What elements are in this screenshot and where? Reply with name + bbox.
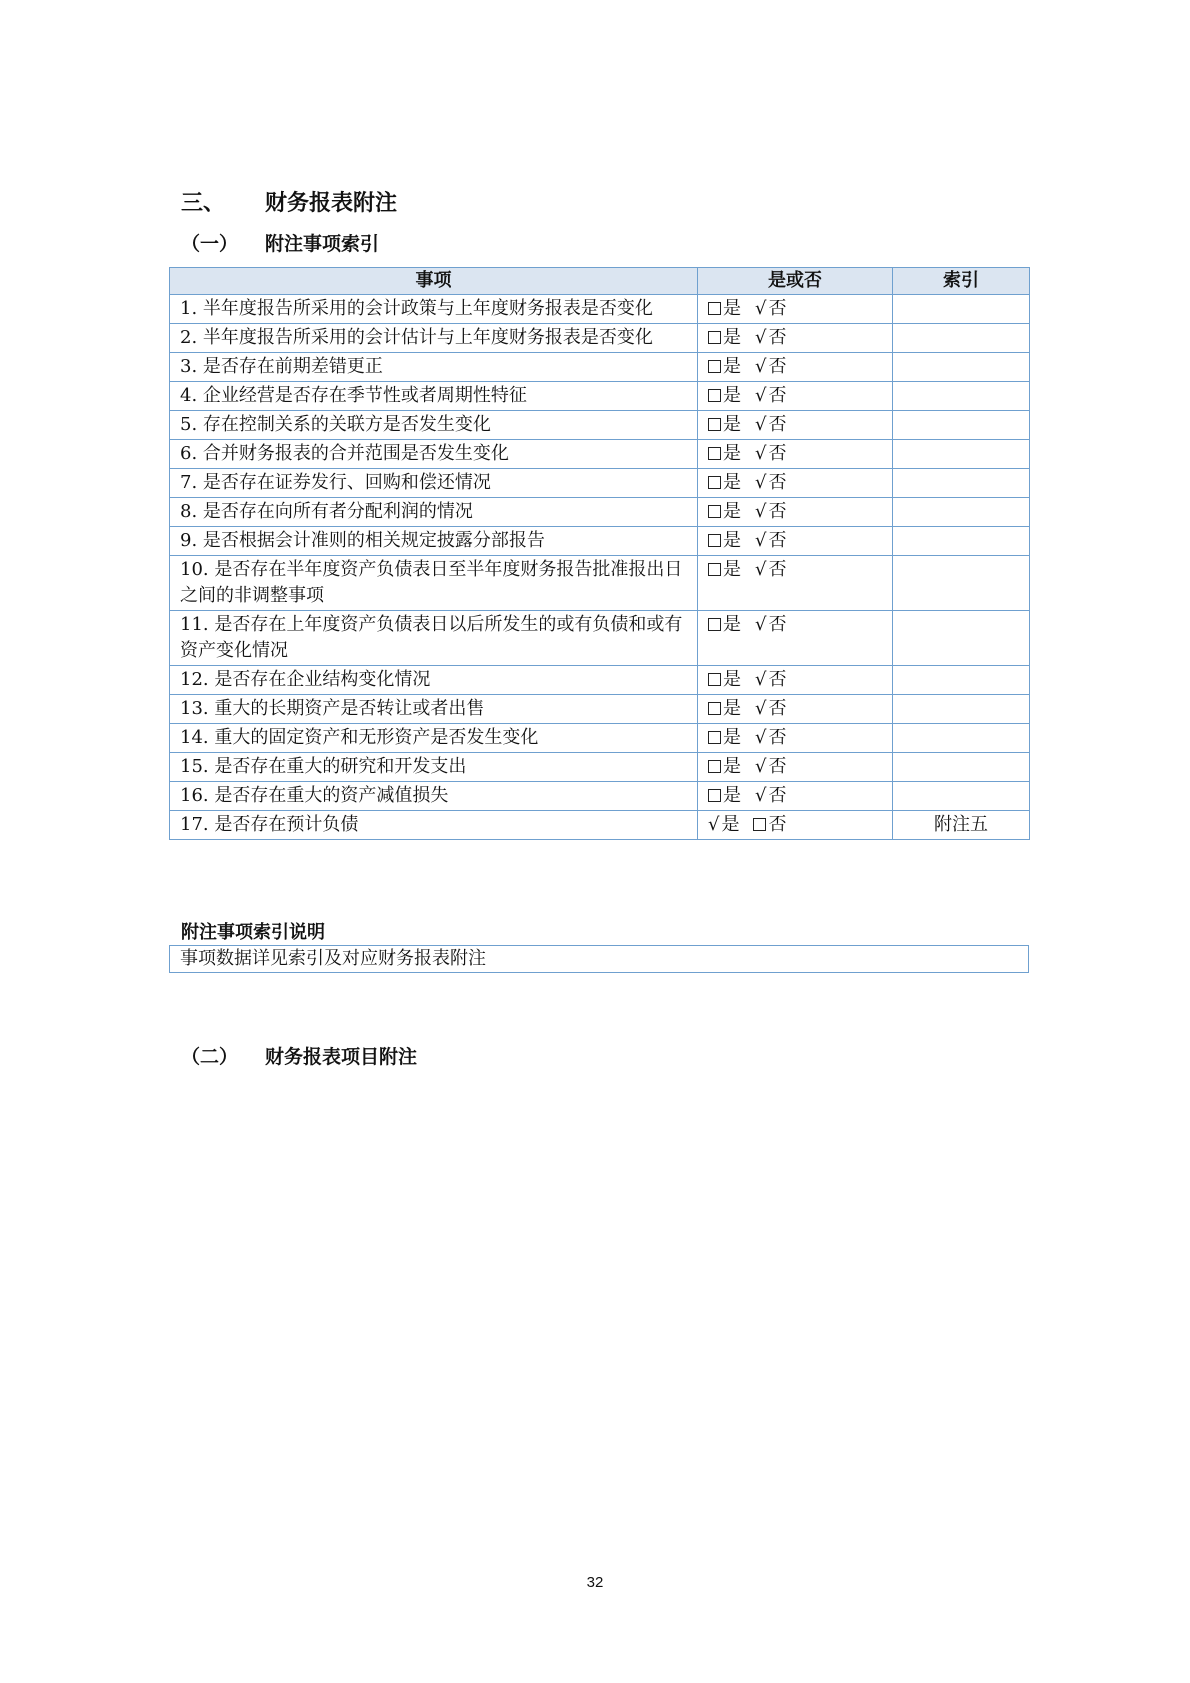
no-label: 否: [768, 385, 787, 406]
check-mark-icon: √: [755, 443, 767, 464]
empty-checkbox-icon: [708, 618, 721, 631]
empty-checkbox-icon: [708, 702, 721, 715]
row-index: 附注五: [893, 811, 1030, 840]
empty-checkbox-icon: [708, 331, 721, 344]
row-index: [893, 324, 1030, 353]
empty-checkbox-icon: [708, 476, 721, 489]
note-box: 事项数据详见索引及对应财务报表附注: [169, 945, 1029, 973]
notes-index-table: [169, 267, 1030, 840]
row-yes-no: [698, 382, 893, 411]
subsection-number: （二）: [181, 1046, 239, 1068]
row-index: [893, 782, 1030, 811]
empty-checkbox-icon: [708, 563, 721, 576]
table-header-row: [170, 268, 1030, 295]
check-mark-icon: √: [755, 530, 767, 551]
row-item-text: 17. 是否存在预计负债: [170, 811, 698, 840]
yes-label: 是: [723, 298, 741, 319]
row-index: [893, 295, 1030, 324]
row-item-text: 15. 是否存在重大的研究和开发支出: [170, 753, 698, 782]
no-label: 否: [768, 443, 787, 464]
header-index: 索引: [893, 268, 1030, 295]
row-index: [893, 527, 1030, 556]
row-item-text: 2. 半年度报告所采用的会计估计与上年度财务报表是否变化: [170, 324, 698, 353]
empty-checkbox-icon: [708, 447, 721, 460]
row-yes-no: [698, 527, 893, 556]
row-item-text: 4. 企业经营是否存在季节性或者周期性特征: [170, 382, 698, 411]
check-mark-icon: √: [708, 814, 720, 835]
row-index: [893, 611, 1030, 666]
table-row: [170, 411, 1030, 440]
row-yes-no: [698, 724, 893, 753]
empty-checkbox-icon: [708, 760, 721, 773]
check-mark-icon: √: [755, 472, 767, 493]
page-number: 32: [586, 1574, 604, 1591]
check-mark-icon: √: [755, 756, 767, 777]
no-label: 否: [768, 559, 787, 580]
section-heading: [181, 186, 397, 217]
check-mark-icon: √: [755, 298, 767, 319]
yes-label: 是: [723, 727, 741, 748]
yes-label: 是: [723, 327, 741, 348]
row-item-text: 16. 是否存在重大的资产减值损失: [170, 782, 698, 811]
empty-checkbox-icon: [708, 302, 721, 315]
empty-checkbox-icon: [708, 673, 721, 686]
note-title: 附注事项索引说明: [181, 922, 325, 943]
check-mark-icon: √: [755, 414, 767, 435]
table-row: [170, 469, 1030, 498]
row-yes-no: [698, 498, 893, 527]
yes-label: 是: [723, 559, 741, 580]
table-row: [170, 295, 1030, 324]
yes-label: 是: [723, 501, 741, 522]
yes-label: 是: [723, 698, 741, 719]
row-item-text: 11. 是否存在上年度资产负债表日以后所发生的或有负债和或有资产变化情况: [170, 611, 698, 666]
empty-checkbox-icon: [708, 731, 721, 744]
check-mark-icon: √: [755, 356, 767, 377]
table-row: [170, 811, 1030, 840]
no-label: 否: [768, 298, 787, 319]
table-row: [170, 695, 1030, 724]
row-index: [893, 695, 1030, 724]
table-row: [170, 753, 1030, 782]
header-yes-no: 是或否: [698, 268, 893, 295]
check-mark-icon: √: [755, 669, 767, 690]
check-mark-icon: √: [755, 785, 767, 806]
no-label: 否: [768, 327, 787, 348]
empty-checkbox-icon: [708, 505, 721, 518]
yes-label: 是: [723, 614, 741, 635]
check-mark-icon: √: [755, 501, 767, 522]
section-title: 财务报表附注: [265, 191, 398, 216]
table-row: [170, 440, 1030, 469]
row-yes-no: [698, 611, 893, 666]
subsection-number: （一）: [181, 233, 239, 255]
no-label: 否: [768, 414, 787, 435]
table-row: [170, 353, 1030, 382]
yes-label: 是: [723, 669, 741, 690]
row-item-text: 3. 是否存在前期差错更正: [170, 353, 698, 382]
row-yes-no: [698, 324, 893, 353]
no-label: 否: [768, 727, 787, 748]
subsection-title: 附注事项索引: [265, 233, 380, 255]
row-item-text: 1. 半年度报告所采用的会计政策与上年度财务报表是否变化: [170, 295, 698, 324]
table-row: [170, 324, 1030, 353]
row-yes-no: [698, 782, 893, 811]
row-item-text: 9. 是否根据会计准则的相关规定披露分部报告: [170, 527, 698, 556]
table-row: [170, 666, 1030, 695]
empty-checkbox-icon: [708, 389, 721, 402]
row-yes-no: [698, 295, 893, 324]
row-index: [893, 382, 1030, 411]
row-index: [893, 353, 1030, 382]
table-row: [170, 724, 1030, 753]
empty-checkbox-icon: [753, 818, 766, 831]
no-label: 否: [768, 614, 787, 635]
row-item-text: 6. 合并财务报表的合并范围是否发生变化: [170, 440, 698, 469]
no-label: 否: [768, 698, 787, 719]
yes-label: 是: [721, 814, 740, 835]
no-label: 否: [768, 472, 787, 493]
no-label: 否: [768, 814, 787, 835]
check-mark-icon: √: [755, 727, 767, 748]
table-row: [170, 611, 1030, 666]
empty-checkbox-icon: [708, 789, 721, 802]
table-body: [170, 295, 1030, 840]
no-label: 否: [768, 669, 787, 690]
empty-checkbox-icon: [708, 534, 721, 547]
row-item-text: 14. 重大的固定资产和无形资产是否发生变化: [170, 724, 698, 753]
row-index: [893, 440, 1030, 469]
yes-label: 是: [723, 385, 741, 406]
no-label: 否: [768, 501, 787, 522]
row-yes-no: [698, 753, 893, 782]
row-item-text: 12. 是否存在企业结构变化情况: [170, 666, 698, 695]
table-row: [170, 382, 1030, 411]
subsection-heading-index: [181, 229, 379, 256]
row-yes-no: [698, 811, 893, 840]
check-mark-icon: √: [755, 385, 767, 406]
yes-label: 是: [723, 785, 741, 806]
row-item-text: 5. 存在控制关系的关联方是否发生变化: [170, 411, 698, 440]
row-yes-no: [698, 666, 893, 695]
row-index: [893, 469, 1030, 498]
section-number: 三、: [181, 191, 226, 216]
empty-checkbox-icon: [708, 418, 721, 431]
check-mark-icon: √: [755, 698, 767, 719]
row-yes-no: [698, 556, 893, 611]
row-item-text: 8. 是否存在向所有者分配利润的情况: [170, 498, 698, 527]
row-item-text: 10. 是否存在半年度资产负债表日至半年度财务报告批准报出日之间的非调整事项: [170, 556, 698, 611]
check-mark-icon: √: [755, 559, 767, 580]
row-yes-no: [698, 469, 893, 498]
row-index: [893, 498, 1030, 527]
no-label: 否: [768, 785, 787, 806]
yes-label: 是: [723, 356, 741, 377]
no-label: 否: [768, 756, 787, 777]
row-item-text: 7. 是否存在证券发行、回购和偿还情况: [170, 469, 698, 498]
row-yes-no: [698, 411, 893, 440]
no-label: 否: [768, 356, 787, 377]
check-mark-icon: √: [755, 327, 767, 348]
yes-label: 是: [723, 530, 741, 551]
row-index: [893, 724, 1030, 753]
empty-checkbox-icon: [708, 360, 721, 373]
row-yes-no: [698, 695, 893, 724]
table-row: [170, 498, 1030, 527]
yes-label: 是: [723, 443, 741, 464]
subsection-title: 财务报表项目附注: [265, 1046, 418, 1068]
row-index: [893, 666, 1030, 695]
no-label: 否: [768, 530, 787, 551]
check-mark-icon: √: [755, 614, 767, 635]
table-row: [170, 556, 1030, 611]
table-row: [170, 782, 1030, 811]
row-item-text: 13. 重大的长期资产是否转让或者出售: [170, 695, 698, 724]
yes-label: 是: [723, 414, 741, 435]
row-index: [893, 556, 1030, 611]
row-index: [893, 753, 1030, 782]
table-row: [170, 527, 1030, 556]
row-yes-no: [698, 353, 893, 382]
yes-label: 是: [723, 472, 741, 493]
subsection-heading-items: [181, 1042, 417, 1069]
row-index: [893, 411, 1030, 440]
header-item: 事项: [170, 268, 698, 295]
yes-label: 是: [723, 756, 741, 777]
row-yes-no: [698, 440, 893, 469]
